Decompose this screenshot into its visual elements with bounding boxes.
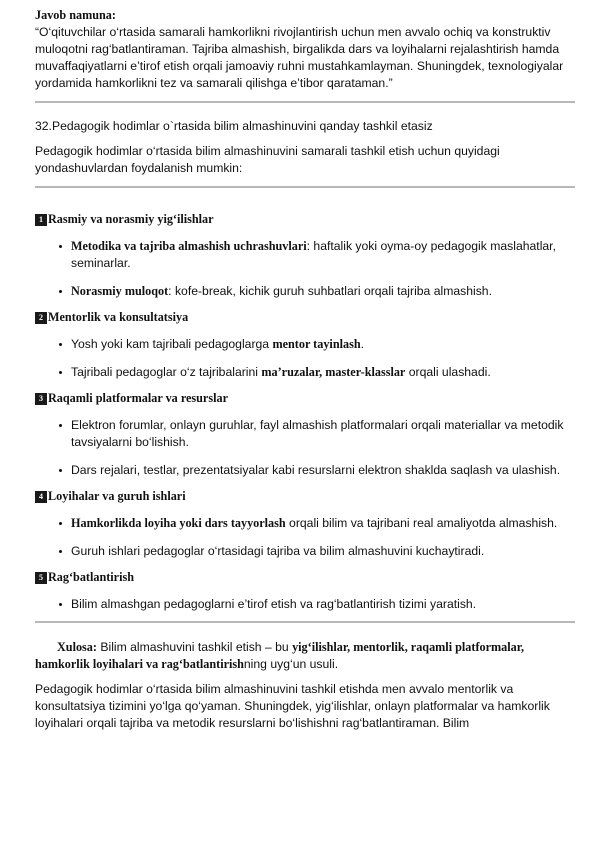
section-4-list bbox=[35, 515, 575, 560]
divider bbox=[35, 621, 575, 623]
section-title: Mentorlik va konsultatsiya bbox=[48, 310, 189, 324]
summary-paragraph: Xulosa: Bilim almashuvini tashkil etish – bu yig‘ilishlar, mentorlik, raqamli platformalar, hamkorlik loyihalari va rag‘batlantirishning uyg‘un usuli. bbox=[35, 640, 525, 671]
bullet-icon bbox=[59, 522, 62, 525]
section-3-list bbox=[35, 417, 575, 479]
bullet-icon bbox=[59, 371, 62, 374]
section-title: Rasmiy va norasmiy yig‘ilishlar bbox=[48, 212, 214, 226]
list-item: Yosh yoki kam tajribali pedagoglarga mentor tayinlash. bbox=[35, 336, 575, 353]
list-item: Bilim almashgan pedagoglarni e’tirof etish va rag‘batlantirish tizimi yaratish. bbox=[35, 596, 575, 613]
section-heading-1 bbox=[35, 211, 575, 228]
number-2-icon: 2 bbox=[35, 312, 47, 324]
answer-sample-title: Javob namuna: bbox=[35, 8, 116, 22]
document-page bbox=[35, 7, 575, 732]
list-item: Hamkorlikda loyiha yoki dars tayyorlash orqali bilim va tajribani real amaliyotda almashish. bbox=[35, 515, 575, 532]
bullet-icon bbox=[59, 343, 62, 346]
question-32: 32.Pedagogik hodimlar o`rtasida bilim almashinuvini qanday tashkil etasiz bbox=[35, 119, 433, 133]
section-1-list bbox=[35, 238, 575, 300]
number-4-icon: 4 bbox=[35, 491, 47, 503]
list-item: Guruh ishlari pedagoglar o‘rtasidagi tajriba va bilim almashuvini kuchaytiradi. bbox=[35, 543, 575, 560]
list-item: Elektron forumlar, onlayn guruhlar, fayl almashish platformalari orqali materiallar va metodik tavsiyalarni bo‘lishish. bbox=[35, 417, 575, 451]
section-heading-4 bbox=[35, 488, 575, 505]
divider bbox=[35, 186, 575, 188]
divider bbox=[35, 101, 575, 103]
section-heading-5 bbox=[35, 569, 575, 586]
answer-sample-quote: “O‘qituvchilar o‘rtasida samarali hamkorlikni rivojlantirish uchun men avvalo ochiq va konstruktiv muloqotni rag‘batlantiraman. Tajriba almashish, birgalikda dars va loyihalarni rejalashtirish hamda muvaffaqiyatlarni e’tirof etish orqali jamoaviy ruhni mustahkamlayman. Shuningdek, texnologiyalar yordamida hamkorlikni tez va samarali qilishga e’tibor qarataman.” bbox=[35, 25, 564, 90]
bullet-icon bbox=[59, 290, 62, 293]
bullet-icon bbox=[59, 550, 62, 553]
number-5-icon: 5 bbox=[35, 572, 47, 584]
list-item: Metodika va tajriba almashish uchrashuvlari: haftalik yoki oyma-oy pedagogik maslahatlar, seminarlar. bbox=[35, 238, 575, 272]
number-1-icon: 1 bbox=[35, 214, 47, 226]
section-title: Loyihalar va guruh ishlari bbox=[48, 489, 186, 503]
bullet-icon bbox=[59, 245, 62, 248]
bullet-icon bbox=[59, 424, 62, 427]
bullet-icon bbox=[59, 603, 62, 606]
section-title: Raqamli platformalar va resurslar bbox=[48, 391, 228, 405]
section-heading-2 bbox=[35, 309, 575, 326]
number-3-icon: 3 bbox=[35, 393, 47, 405]
bullet-icon bbox=[59, 469, 62, 472]
section-5-list bbox=[35, 596, 575, 613]
section-heading-3 bbox=[35, 390, 575, 407]
lead-paragraph: Pedagogik hodimlar o‘rtasida bilim almashinuvini samarali tashkil etish uchun quyidagi yondashuvlardan foydalanish mumkin: bbox=[35, 144, 500, 175]
closing-paragraph: Pedagogik hodimlar o‘rtasida bilim almashinuvini tashkil etishda men avvalo mentorlik va konsultatsiya tizimini yo‘lga qo‘yaman. Shuningdek, yig‘ilishlar, onlayn platformalar va hamkorlik loyihalari orqali tajriba va metodik resurslarni bo‘lishishni rag‘batlantiraman. Bilim bbox=[35, 682, 550, 730]
section-2-list bbox=[35, 336, 575, 381]
summary-label: Xulosa: bbox=[57, 640, 97, 654]
section-title: Rag‘batlantirish bbox=[48, 570, 134, 584]
list-item: Tajribali pedagoglar o‘z tajribalarini ma’ruzalar, master-klasslar orqali ulashadi. bbox=[35, 364, 575, 381]
list-item: Norasmiy muloqot: kofe-break, kichik guruh suhbatlari orqali tajriba almashish. bbox=[35, 283, 575, 300]
list-item: Dars rejalari, testlar, prezentatsiyalar kabi resurslarni elektron shaklda saqlash va ulashish. bbox=[35, 462, 575, 479]
